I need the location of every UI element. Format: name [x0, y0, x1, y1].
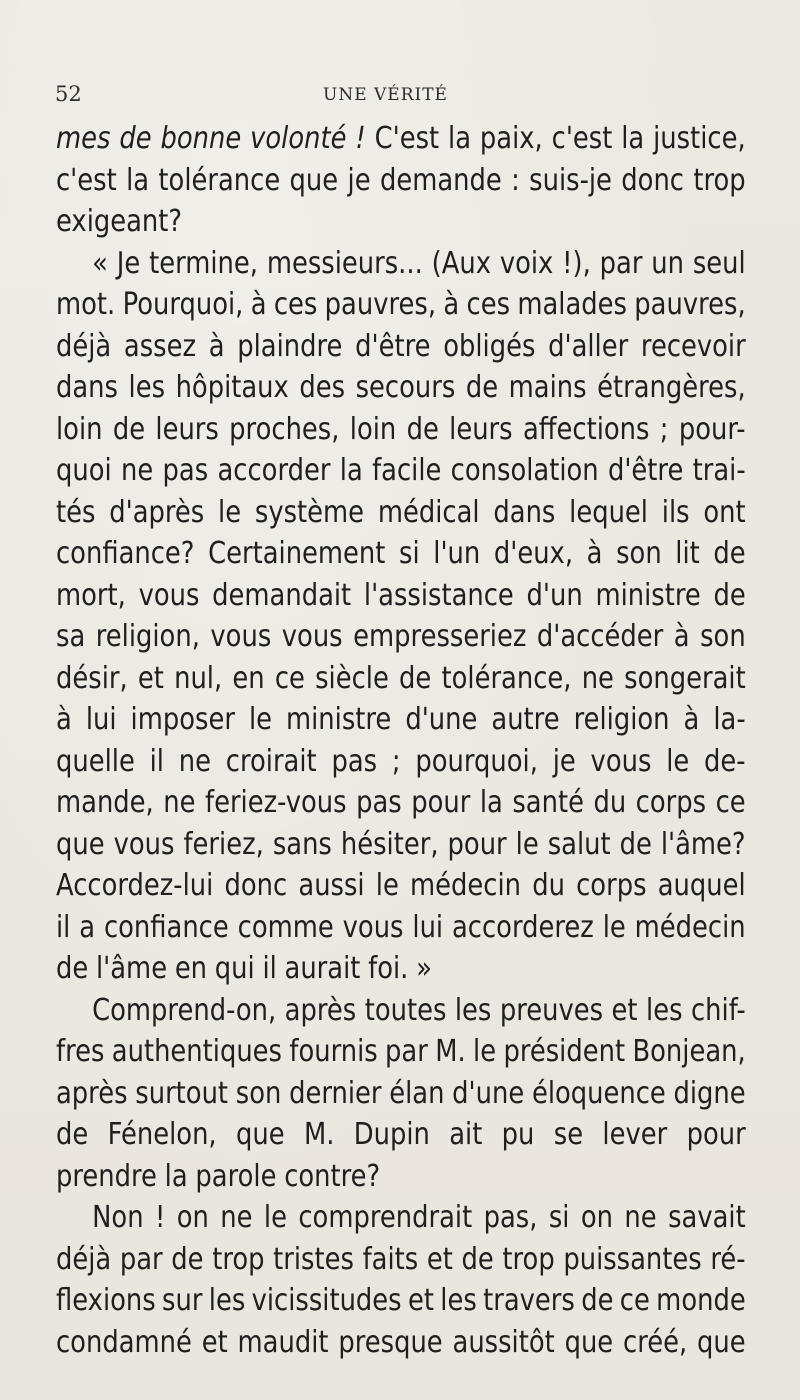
text-word: a: [79, 909, 96, 945]
text-word: condamné: [56, 1324, 192, 1360]
text-word: des: [299, 370, 346, 405]
text-word: de: [119, 121, 152, 156]
text-word: pour: [411, 785, 471, 820]
text-word: fres: [56, 1034, 105, 1069]
text-word: de: [171, 1241, 204, 1277]
text-word: pour: [686, 1117, 746, 1152]
text-word: la: [621, 121, 645, 156]
text-word: M.: [435, 1034, 466, 1069]
text-word: feriez-vous: [204, 785, 347, 820]
text-word: ;: [391, 743, 401, 779]
text-word: système: [254, 494, 365, 530]
text-word: M.: [303, 1117, 335, 1152]
text-word: songerait: [624, 660, 746, 696]
text-word: la: [479, 785, 503, 820]
text-word: leurs: [155, 411, 219, 447]
text-line: [56, 782, 746, 824]
text-word: son: [616, 536, 662, 571]
text-word: siècle: [315, 660, 389, 696]
text-word: du: [532, 868, 565, 903]
text-word: parole: [195, 1158, 277, 1194]
text-word: vous: [138, 577, 200, 613]
text-word: je: [347, 162, 371, 198]
text-word: aussi: [298, 868, 365, 903]
text-word: malades: [517, 287, 627, 322]
text-word: surtout: [135, 1075, 229, 1111]
text-word: trop: [502, 1241, 555, 1277]
text-word: croirait: [225, 743, 317, 779]
text-word: sur: [162, 1283, 203, 1318]
text-word: demande: [379, 162, 502, 198]
text-word: les: [440, 1283, 477, 1318]
page-number: 52: [55, 82, 82, 106]
text-word: voix: [499, 245, 554, 281]
body-text-lines: [56, 118, 746, 1363]
text-word: un: [651, 245, 685, 281]
text-word: de: [713, 536, 746, 571]
text-word: par: [119, 1241, 163, 1277]
text-word: »: [416, 951, 432, 986]
text-word: élan: [389, 1075, 445, 1111]
text-line: [56, 367, 746, 409]
text-word: exigeant?: [56, 204, 183, 239]
text-word: il: [262, 951, 277, 986]
text-word: Pourquoi,: [122, 287, 244, 322]
text-word: ont: [703, 494, 746, 530]
text-word: l'assistance: [363, 577, 514, 613]
text-word: trop: [212, 1241, 265, 1277]
text-line: [56, 1280, 746, 1322]
text-word: C'est: [374, 121, 440, 156]
text-word: pas: [331, 743, 378, 779]
text-word: l'âme?: [660, 826, 746, 862]
text-word: chif-: [690, 992, 746, 1028]
text-word: de: [56, 951, 89, 986]
text-word: paix,: [479, 121, 543, 156]
text-word: monde: [656, 1283, 746, 1318]
text-word: de-: [704, 743, 746, 779]
text-word: prendre: [56, 1158, 157, 1194]
text-word: que: [56, 826, 105, 862]
text-word: pourquoi,: [415, 743, 538, 779]
text-word: leurs: [449, 411, 513, 447]
text-word: Non: [92, 1200, 144, 1235]
text-word: de: [406, 411, 439, 447]
text-word: loin: [349, 411, 397, 447]
text-word: la: [164, 1158, 188, 1194]
text-word: puissantes: [563, 1241, 702, 1277]
text-word: digne: [673, 1075, 746, 1111]
text-word: mande,: [56, 785, 154, 820]
text-word: mort,: [56, 577, 126, 613]
text-word: maudit: [237, 1324, 329, 1360]
text-word: presque: [338, 1324, 443, 1360]
text-word: «: [92, 245, 108, 281]
text-word: pour-: [678, 411, 746, 447]
text-word: son: [235, 1075, 282, 1111]
text-line: [56, 575, 746, 617]
text-word: sa: [56, 619, 86, 654]
text-word: lever: [602, 1117, 668, 1152]
text-line: [56, 326, 746, 368]
text-word: ministre: [286, 702, 392, 737]
text-word: si: [399, 536, 420, 571]
text-word: de: [713, 577, 746, 613]
text-word: seul: [692, 245, 746, 281]
text-line: [56, 990, 746, 1032]
text-word: se: [553, 1117, 584, 1152]
text-word: le: [515, 826, 539, 862]
text-word: contre?: [284, 1158, 381, 1194]
text-word: de: [461, 1241, 494, 1277]
text-word: foi.: [368, 951, 409, 986]
text-word: d'aller: [548, 328, 629, 364]
text-word: accorder: [217, 453, 331, 488]
text-word: salut: [547, 826, 611, 862]
text-line: [56, 824, 746, 866]
text-word: pas,: [483, 1200, 538, 1235]
text-word: donc: [621, 162, 684, 198]
text-word: que: [564, 1324, 614, 1360]
page-header: [55, 82, 755, 112]
text-word: médical: [377, 494, 480, 530]
text-word: président: [503, 1034, 626, 1069]
text-word: quoi: [56, 453, 112, 488]
text-word: ré-: [710, 1241, 746, 1277]
text-word: après: [284, 992, 357, 1028]
text-word: et: [201, 1324, 228, 1360]
text-word: le: [218, 494, 242, 530]
body-text: [56, 118, 746, 1363]
text-word: !: [355, 121, 366, 156]
text-word: termine,: [149, 245, 258, 281]
text-line: [56, 948, 746, 990]
text-word: à: [56, 702, 72, 737]
text-word: Comprend-on,: [92, 992, 277, 1028]
text-word: aurait: [284, 951, 361, 986]
text-word: l'un: [433, 536, 481, 571]
text-word: ne: [581, 660, 614, 696]
text-line: [56, 699, 746, 741]
text-word: que: [697, 1324, 746, 1360]
text-word: après: [56, 1075, 128, 1111]
text-word: déjà: [56, 328, 112, 364]
text-line: [56, 1073, 746, 1115]
text-word: si: [548, 1200, 570, 1235]
text-word: Je: [116, 245, 141, 281]
text-word: lui: [412, 909, 444, 945]
text-word: éloquence: [531, 1075, 666, 1111]
text-word: il: [56, 909, 71, 945]
text-line: [56, 1197, 746, 1239]
text-word: qui: [214, 951, 255, 986]
text-line: [56, 533, 746, 575]
text-word: ce: [619, 1283, 650, 1318]
text-word: loin: [56, 411, 103, 447]
text-line: [56, 201, 746, 243]
text-word: par: [385, 1034, 428, 1069]
text-word: facile: [372, 453, 442, 488]
text-word: pu: [501, 1117, 535, 1152]
text-word: médecin: [410, 868, 522, 903]
text-word: suis-je: [529, 162, 612, 198]
text-word: lit: [675, 536, 700, 571]
text-word: faits: [362, 1241, 419, 1277]
text-word: religion: [573, 702, 670, 737]
text-line: [56, 1322, 746, 1364]
text-word: secours: [355, 370, 456, 405]
text-word: vous: [342, 909, 404, 945]
text-word: ne: [220, 1200, 253, 1235]
text-word: à: [443, 287, 460, 322]
text-word: d'accéder: [536, 619, 664, 654]
text-word: les: [646, 992, 683, 1028]
text-word: ce: [274, 660, 305, 696]
text-word: les: [128, 370, 166, 405]
text-word: Fénelon,: [107, 1117, 217, 1152]
text-word: hésiter,: [340, 826, 439, 862]
text-word: tolérance: [158, 162, 281, 198]
text-word: que: [235, 1117, 285, 1152]
text-word: d'après: [109, 494, 205, 530]
text-word: auquel: [657, 868, 746, 903]
text-line: [56, 1239, 746, 1281]
text-word: et: [426, 1241, 453, 1277]
text-word: à: [673, 619, 690, 654]
text-word: les: [208, 1283, 246, 1318]
text-word: confiance?: [56, 536, 195, 571]
text-word: autre: [491, 702, 560, 737]
text-word: ministre: [595, 577, 701, 613]
text-word: il: [149, 743, 164, 779]
text-word: ne: [120, 453, 154, 488]
text-line: [56, 118, 746, 160]
text-word: :: [511, 162, 520, 198]
text-word: obligés: [443, 328, 536, 364]
text-word: recevoir: [640, 328, 746, 364]
text-word: (Aux: [431, 245, 491, 281]
text-word: authentiques: [111, 1034, 282, 1069]
text-word: créé,: [623, 1324, 688, 1360]
text-word: comme: [237, 909, 334, 945]
text-word: mes: [56, 121, 111, 156]
text-word: d'une: [452, 1075, 525, 1111]
text-word: c'est: [551, 121, 613, 156]
text-word: dans: [56, 370, 118, 405]
text-word: vous: [281, 619, 343, 654]
text-word: consolation: [450, 453, 599, 488]
text-word: ces: [466, 287, 511, 322]
text-word: !),: [562, 245, 591, 281]
text-word: que: [289, 162, 339, 198]
text-word: à: [250, 287, 267, 322]
text-word: Certainement: [208, 536, 386, 571]
text-word: à: [586, 536, 603, 571]
text-word: et: [611, 992, 638, 1028]
text-word: le: [248, 702, 272, 737]
text-word: ces: [273, 287, 318, 322]
text-word: tristes: [273, 1241, 354, 1277]
text-word: pauvres,: [634, 287, 746, 322]
text-word: d'eux,: [493, 536, 574, 571]
text-word: imposer: [130, 702, 235, 737]
text-line: [56, 409, 746, 451]
text-word: plaindre: [237, 328, 343, 364]
text-word: de: [619, 826, 652, 862]
text-word: mains: [508, 370, 587, 405]
text-line: [56, 1031, 746, 1073]
text-word: ait: [449, 1117, 483, 1152]
text-word: !: [154, 1200, 166, 1235]
text-word: le: [263, 1200, 287, 1235]
text-line: [56, 1156, 746, 1198]
text-word: preuves: [499, 992, 604, 1028]
text-word: d'être: [355, 328, 431, 364]
text-line: [56, 450, 746, 492]
text-line: [56, 865, 746, 907]
text-word: pas: [356, 785, 402, 820]
text-word: de: [465, 370, 499, 405]
text-word: Bonjean,: [632, 1034, 746, 1069]
text-word: par: [599, 245, 643, 281]
text-word: le: [602, 909, 626, 945]
text-word: ne: [178, 743, 211, 779]
text-word: mot.: [56, 287, 116, 322]
text-word: flexions: [56, 1283, 156, 1318]
text-word: accorderez: [451, 909, 594, 945]
text-line: [56, 741, 746, 783]
text-word: médecin: [634, 909, 746, 945]
text-word: en: [232, 660, 265, 696]
text-word: l'âme: [95, 951, 168, 986]
text-word: bonne: [160, 121, 242, 156]
text-word: d'une: [405, 702, 478, 737]
text-word: vous: [590, 743, 652, 779]
text-word: demandait: [212, 577, 352, 613]
text-word: les: [454, 992, 492, 1028]
text-line: [56, 284, 746, 326]
text-word: lui: [85, 702, 117, 737]
text-word: on: [176, 1200, 209, 1235]
text-word: trop: [693, 162, 746, 198]
text-word: de: [399, 660, 432, 696]
text-word: proches,: [229, 411, 340, 447]
text-word: de: [56, 1117, 89, 1152]
text-word: lequel: [569, 494, 648, 530]
text-word: trai-: [692, 453, 746, 488]
text-word: le: [375, 868, 399, 903]
text-word: et: [407, 1283, 434, 1318]
text-word: confiance: [103, 909, 229, 945]
text-word: vous: [210, 619, 272, 654]
text-word: nul,: [174, 660, 223, 696]
text-word: en: [174, 951, 208, 986]
text-word: on: [580, 1200, 614, 1235]
text-word: étrangères,: [597, 370, 746, 405]
text-word: déjà: [56, 1241, 112, 1277]
text-line: [56, 492, 746, 534]
text-word: pauvres,: [324, 287, 437, 322]
text-word: pas: [162, 453, 209, 488]
text-word: travers: [483, 1283, 575, 1318]
text-line: [56, 1114, 746, 1156]
text-word: dernier: [289, 1075, 382, 1111]
text-word: corps: [635, 785, 707, 820]
text-word: à: [208, 328, 225, 364]
text-word: d'un: [526, 577, 583, 613]
text-word: hôpitaux: [175, 370, 289, 405]
text-word: c'est: [56, 162, 117, 198]
text-word: santé: [512, 785, 584, 820]
text-word: donc: [224, 868, 288, 903]
text-word: ne: [624, 1200, 657, 1235]
text-word: quelle: [56, 743, 135, 779]
text-word: de: [581, 1283, 614, 1318]
text-word: tolérance,: [441, 660, 572, 696]
text-word: feriez,: [183, 826, 264, 862]
text-word: ce: [715, 785, 746, 820]
text-word: justice,: [653, 121, 746, 156]
text-word: d'être: [607, 453, 684, 488]
text-word: je: [552, 743, 576, 779]
text-word: pour: [447, 826, 507, 862]
text-word: le: [666, 743, 690, 779]
text-word: du: [593, 785, 627, 820]
text-word: aussitôt: [452, 1324, 555, 1360]
text-word: Accordez-lui: [56, 868, 214, 903]
text-word: messieurs...: [266, 245, 423, 281]
text-word: son: [700, 619, 746, 654]
text-word: la: [448, 121, 472, 156]
text-word: à: [683, 702, 700, 737]
text-word: vous: [113, 826, 175, 862]
text-word: volonté: [250, 121, 347, 156]
text-word: religion,: [95, 619, 200, 654]
text-word: Dupin: [353, 1117, 430, 1152]
running-title: UNE VÉRITÉ: [323, 85, 448, 105]
text-word: corps: [576, 868, 647, 903]
text-word: affections: [522, 411, 650, 447]
text-word: comprendrait: [298, 1200, 473, 1235]
text-word: désir,: [56, 660, 128, 696]
text-word: le: [473, 1034, 497, 1069]
text-word: ils: [661, 494, 690, 530]
text-word: toutes: [364, 992, 447, 1028]
text-word: fournis: [289, 1034, 378, 1069]
text-line: [56, 243, 746, 285]
text-word: empresseriez: [353, 619, 527, 654]
text-word: la: [126, 162, 150, 198]
text-word: sans: [272, 826, 332, 862]
text-line: [56, 907, 746, 949]
text-word: ;: [659, 411, 669, 447]
text-word: assez: [123, 328, 197, 364]
text-word: la: [339, 453, 363, 488]
text-line: [56, 160, 746, 202]
text-word: la-: [713, 702, 746, 737]
text-word: et: [137, 660, 164, 696]
text-line: [56, 658, 746, 700]
text-word: de: [112, 411, 146, 447]
text-word: tés: [56, 494, 96, 530]
text-word: ne: [163, 785, 196, 820]
text-word: vicissitudes: [251, 1283, 402, 1318]
text-line: [56, 616, 746, 658]
text-word: savait: [668, 1200, 746, 1235]
text-word: dans: [493, 494, 556, 530]
